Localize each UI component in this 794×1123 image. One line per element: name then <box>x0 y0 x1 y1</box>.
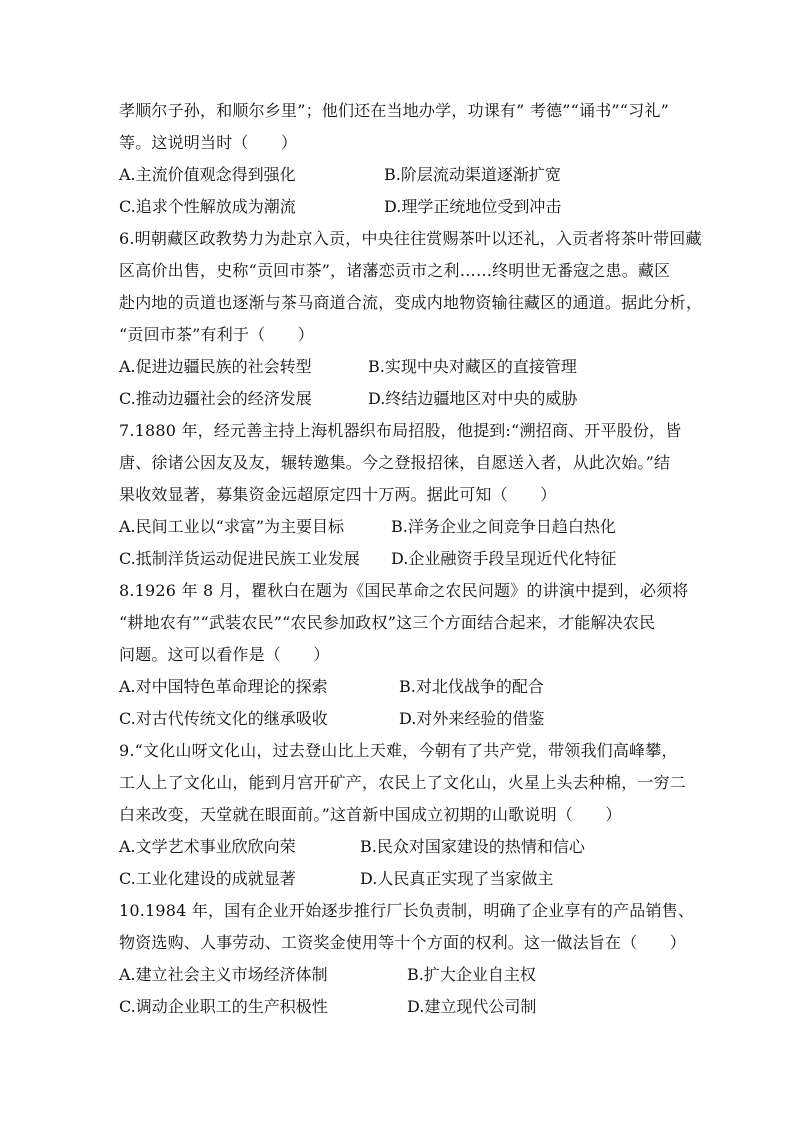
q5-option-a: A.主流价值观念得到强化 <box>119 165 296 184</box>
q6-option-a: A.促进边疆民族的社会转型 <box>119 357 312 376</box>
q9-option-a: A.文学艺术事业欣欣向荣 <box>119 837 296 856</box>
q8-stem-line-1: 8.1926 年 8 月，瞿秋白在题为《国民革命之农民问题》的讲演中提到，必须将 <box>119 581 689 600</box>
q5-option-b: B.阶层流动渠道逐渐扩宽 <box>384 165 561 184</box>
q10-option-c: C.调动企业职工的生产积极性 <box>119 997 328 1016</box>
q10-option-b: B.扩大企业自主权 <box>407 965 536 984</box>
q10-stem-line-2: 物资选购、人事劳动、工资奖金使用等十个方面的权利。这一做法旨在（ ） <box>119 933 687 952</box>
q8-option-a: A.对中国特色革命理论的探索 <box>119 677 328 696</box>
q6-option-d: D.终结边疆地区对中央的威胁 <box>368 389 578 408</box>
q6-stem-line-2: 区高价出售，史称“贡回市茶”，诸藩恋贡市之利……终明世无番寇之患。藏区 <box>119 261 671 280</box>
q9-option-d: D.人民真正实现了当家做主 <box>360 869 554 888</box>
q7-option-a: A.民间工业以“求富”为主要目标 <box>119 517 345 536</box>
q6-stem-line-3: 赴内地的贡道也逐渐与茶马商道合流，变成内地物资输往藏区的通道。据此分析， <box>119 293 703 312</box>
q8-stem-line-2: “耕地农有”“武装农民”“农民参加政权”这三个方面结合起来，才能解决农民 <box>119 613 656 632</box>
q9-stem-line-2: 工人上了文化山，能到月宫开矿产，农民上了文化山，火星上头去种棉，一穷二 <box>119 773 687 792</box>
q5-stem-line-1: 孝顺尔子孙，和顺尔乡里”；他们还在当地办学，功课有” 考德”“诵书”“习礼” <box>119 101 669 120</box>
q7-stem-line-1: 7.1880 年，经元善主持上海机器织布局招股，他提到:“溯招商、开平股份，皆 <box>119 421 682 440</box>
q9-stem-line-1: 9.“文化山呀文化山，过去登山比上天难，今朝有了共产党，带领我们高峰攀， <box>119 741 678 760</box>
q7-option-c: C.抵制洋货运动促进民族工业发展 <box>119 549 360 568</box>
q6-option-b: B.实现中央对藏区的直接管理 <box>368 357 577 376</box>
q6-option-c: C.推动边疆社会的经济发展 <box>119 389 312 408</box>
q7-option-b: B.洋务企业之间竞争日趋白热化 <box>391 517 616 536</box>
q9-option-c: C.工业化建设的成就显著 <box>119 869 296 888</box>
q8-option-c: C.对古代传统文化的继承吸收 <box>119 709 328 728</box>
q5-stem-line-2: 等。这说明当时（ ） <box>119 133 298 152</box>
q6-stem-line-4: “贡回市茶”有利于（ ） <box>119 325 314 344</box>
q8-stem-line-3: 问题。这可以看作是（ ） <box>119 645 330 664</box>
q10-option-d: D.建立现代公司制 <box>407 997 537 1016</box>
q5-option-d: D.理学正统地位受到冲击 <box>384 197 562 216</box>
q8-option-d: D.对外来经验的借鉴 <box>399 709 545 728</box>
q9-stem-line-3: 白来改变，天堂就在眼面前。”这首新中国成立初期的山歌说明（ ） <box>119 805 622 824</box>
q8-option-b: B.对北伐战争的配合 <box>399 677 544 696</box>
q9-option-b: B.民众对国家建设的热情和信心 <box>360 837 585 856</box>
q7-stem-line-2: 唐、徐诸公因友及友，辗转邀集。今之登报招徕，自愿送入者，从此次始。”结 <box>119 453 671 472</box>
q5-option-c: C.追求个性解放成为潮流 <box>119 197 296 216</box>
q10-option-a: A.建立社会主义市场经济体制 <box>119 965 328 984</box>
q7-stem-line-3: 果收效显著，募集资金远超原定四十万两。据此可知（ ） <box>119 485 557 504</box>
q10-stem-line-1: 10.1984 年，国有企业开始逐步推行厂长负责制，明确了企业享有的产品销售、 <box>119 901 695 920</box>
q6-stem-line-1: 6.明朝藏区政教势力为赴京入贡，中央往往赏赐茶叶以还礼，入贡者将茶叶带回藏 <box>119 229 702 248</box>
q7-option-d: D.企业融资手段呈现近代化特征 <box>391 549 617 568</box>
